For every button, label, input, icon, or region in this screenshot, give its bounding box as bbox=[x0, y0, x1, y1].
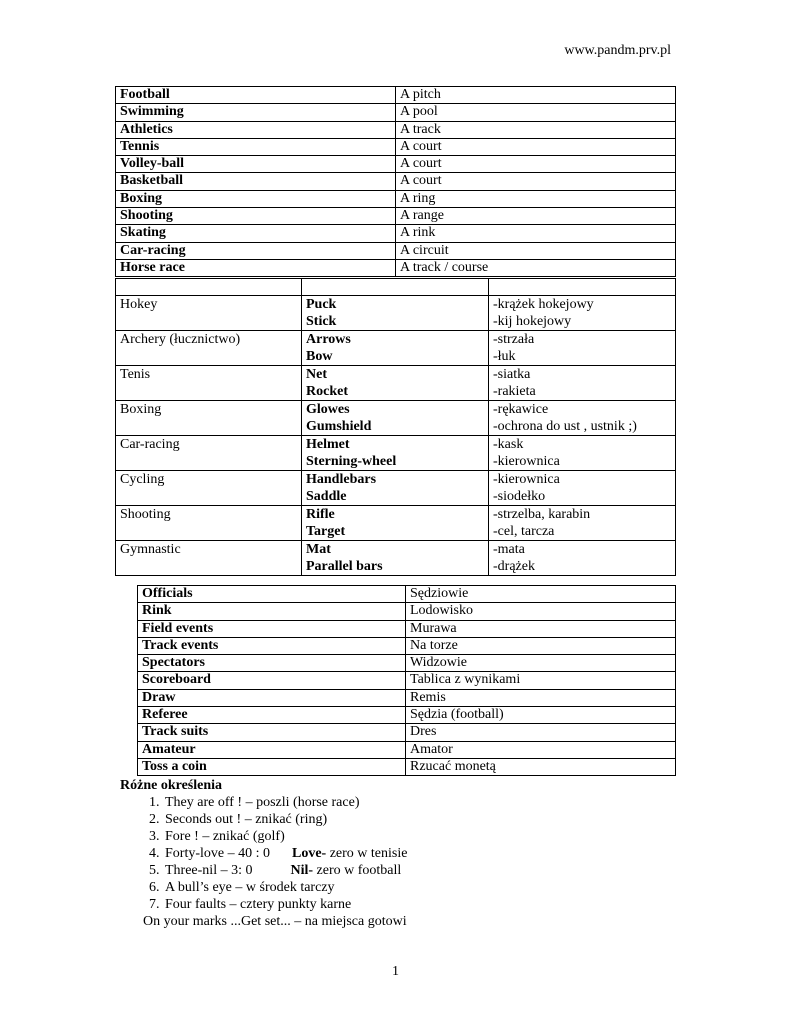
equipment-item: Saddle bbox=[306, 489, 347, 504]
term-cell: Amateur bbox=[138, 741, 406, 758]
translation-item: -strzelba, karabin bbox=[493, 507, 591, 522]
translation-item: -mata bbox=[493, 542, 525, 557]
venue-cell: A ring bbox=[396, 190, 676, 207]
term-cell: Draw bbox=[138, 689, 406, 706]
term-row bbox=[138, 689, 676, 706]
venue-row bbox=[116, 87, 676, 104]
translations-cell bbox=[489, 541, 676, 576]
venue-row bbox=[116, 190, 676, 207]
term-row bbox=[138, 603, 676, 620]
phrase-item: 4. Forty-love – 40 : 0 Love- zero w tenisie bbox=[163, 845, 680, 862]
equipment-item: Glowes bbox=[306, 402, 350, 417]
term-row bbox=[138, 655, 676, 672]
translations-cell bbox=[489, 296, 676, 331]
sport-cell: Football bbox=[116, 87, 396, 104]
venue-cell: A court bbox=[396, 138, 676, 155]
translation-item: -łuk bbox=[493, 349, 516, 364]
equipment-row bbox=[116, 401, 676, 436]
equipment-row bbox=[116, 506, 676, 541]
translations-cell bbox=[489, 401, 676, 436]
translation-item: -cel, tarcza bbox=[493, 524, 555, 539]
term-cell: Spectators bbox=[138, 655, 406, 672]
equipment-item: Net bbox=[306, 367, 327, 382]
venue-row bbox=[116, 259, 676, 276]
venue-row bbox=[116, 104, 676, 121]
term-translation-cell: Widzowie bbox=[406, 655, 676, 672]
translations-cell bbox=[489, 471, 676, 506]
venue-cell: A circuit bbox=[396, 242, 676, 259]
equipment-item: Rocket bbox=[306, 384, 348, 399]
equipment-item: Rifle bbox=[306, 507, 335, 522]
equipment-item: Target bbox=[306, 524, 346, 539]
sport-cell: Basketball bbox=[116, 173, 396, 190]
term-row bbox=[138, 707, 676, 724]
term-cell: Rink bbox=[138, 603, 406, 620]
venue-cell: A track bbox=[396, 121, 676, 138]
sport-cell: Boxing bbox=[116, 401, 302, 436]
equipment-items-cell bbox=[302, 401, 489, 436]
equipment-row bbox=[116, 331, 676, 366]
equipment-items-cell bbox=[302, 471, 489, 506]
term-row bbox=[138, 620, 676, 637]
sport-cell: Car-racing bbox=[116, 242, 396, 259]
phrase-item: 6. A bull’s eye – w środek tarczy bbox=[163, 879, 680, 896]
sport-cell: Volley-ball bbox=[116, 156, 396, 173]
equipment-row bbox=[116, 541, 676, 576]
term-cell: Referee bbox=[138, 707, 406, 724]
term-translation-cell: Sędzia (football) bbox=[406, 707, 676, 724]
term-row bbox=[138, 758, 676, 775]
phrase-item: 2. Seconds out ! – znikać (ring) bbox=[163, 811, 680, 828]
equipment-table bbox=[115, 278, 676, 576]
venue-cell: A court bbox=[396, 156, 676, 173]
venue-row bbox=[116, 208, 676, 225]
term-translation-cell: Dres bbox=[406, 724, 676, 741]
equipment-item: Gumshield bbox=[306, 419, 372, 434]
sport-cell: Shooting bbox=[116, 506, 302, 541]
equipment-item: Stick bbox=[306, 314, 337, 329]
sport-cell: Swimming bbox=[116, 104, 396, 121]
translations-cell bbox=[489, 506, 676, 541]
sport-cell: Athletics bbox=[116, 121, 396, 138]
equipment-item: Parallel bars bbox=[306, 559, 383, 574]
translation-item: -kij hokejowy bbox=[493, 314, 572, 329]
term-row bbox=[138, 586, 676, 603]
venue-cell: A pool bbox=[396, 104, 676, 121]
phrase-item: 5. Three-nil – 3: 0 Nil- zero w football bbox=[163, 862, 680, 879]
translations-cell bbox=[489, 331, 676, 366]
term-translation-cell: Sędziowie bbox=[406, 586, 676, 603]
empty-row bbox=[116, 279, 676, 296]
sport-cell: Skating bbox=[116, 225, 396, 242]
translation-item: -rękawice bbox=[493, 402, 549, 417]
term-translation-cell: Remis bbox=[406, 689, 676, 706]
equipment-row bbox=[116, 436, 676, 471]
equipment-item: Sterning-wheel bbox=[306, 454, 397, 469]
venues-table bbox=[115, 86, 676, 277]
translations-cell bbox=[489, 436, 676, 471]
sport-cell: Shooting bbox=[116, 208, 396, 225]
equipment-items-cell bbox=[302, 436, 489, 471]
translation-item: -drążek bbox=[493, 559, 535, 574]
phrase-item: 1. They are off ! – poszli (horse race) bbox=[163, 794, 680, 811]
translation-item: -strzała bbox=[493, 332, 535, 347]
equipment-items-cell bbox=[302, 541, 489, 576]
term-row bbox=[138, 637, 676, 654]
term-row bbox=[138, 672, 676, 689]
term-cell: Toss a coin bbox=[138, 758, 406, 775]
translation-item: -kierownica bbox=[493, 472, 560, 487]
term-translation-cell: Rzucać monetą bbox=[406, 758, 676, 775]
translation-item: -krążek hokejowy bbox=[493, 297, 594, 312]
venue-cell: A pitch bbox=[396, 87, 676, 104]
term-translation-cell: Na torze bbox=[406, 637, 676, 654]
equipment-item: Arrows bbox=[306, 332, 351, 347]
phrase-item: 7. Four faults – cztery punkty karne bbox=[163, 896, 680, 913]
equipment-row bbox=[116, 471, 676, 506]
equipment-items-cell bbox=[302, 506, 489, 541]
term-row bbox=[138, 741, 676, 758]
venue-row bbox=[116, 173, 676, 190]
equipment-row bbox=[116, 366, 676, 401]
equipment-row bbox=[116, 296, 676, 331]
sport-cell: Car-racing bbox=[116, 436, 302, 471]
sport-cell: Boxing bbox=[116, 190, 396, 207]
term-cell: Track events bbox=[138, 637, 406, 654]
venue-cell: A rink bbox=[396, 225, 676, 242]
translation-item: -rakieta bbox=[493, 384, 536, 399]
term-translation-cell: Tablica z wynikami bbox=[406, 672, 676, 689]
term-cell: Scoreboard bbox=[138, 672, 406, 689]
venue-row bbox=[116, 121, 676, 138]
venue-row bbox=[116, 225, 676, 242]
phrases-title: Różne określenia bbox=[120, 778, 223, 793]
sport-cell: Tennis bbox=[116, 138, 396, 155]
terms-table bbox=[137, 585, 676, 776]
phrases-section bbox=[120, 777, 680, 930]
venue-cell: A range bbox=[396, 208, 676, 225]
equipment-item: Helmet bbox=[306, 437, 350, 452]
term-translation-cell: Lodowisko bbox=[406, 603, 676, 620]
sport-cell: Cycling bbox=[116, 471, 302, 506]
translation-item: -siatka bbox=[493, 367, 531, 382]
page-number: 1 bbox=[392, 964, 399, 979]
sport-cell: Hokey bbox=[116, 296, 302, 331]
equipment-items-cell bbox=[302, 331, 489, 366]
equipment-item: Bow bbox=[306, 349, 333, 364]
sport-cell: Horse race bbox=[116, 259, 396, 276]
translations-cell bbox=[489, 366, 676, 401]
venue-cell: A court bbox=[396, 173, 676, 190]
closing-phrase: On your marks ...Get set... – na miejsca gotowi bbox=[143, 914, 407, 929]
term-translation-cell: Murawa bbox=[406, 620, 676, 637]
equipment-item: Handlebars bbox=[306, 472, 377, 487]
sport-cell: Tenis bbox=[116, 366, 302, 401]
term-cell: Track suits bbox=[138, 724, 406, 741]
venue-cell: A track / course bbox=[396, 259, 676, 276]
venue-row bbox=[116, 242, 676, 259]
venue-row bbox=[116, 138, 676, 155]
term-translation-cell: Amator bbox=[406, 741, 676, 758]
translation-item: -kask bbox=[493, 437, 524, 452]
venue-row bbox=[116, 156, 676, 173]
translation-item: -siodełko bbox=[493, 489, 546, 504]
translation-item: -kierownica bbox=[493, 454, 560, 469]
equipment-item: Mat bbox=[306, 542, 331, 557]
phrase-item: 3. Fore ! – znikać (golf) bbox=[163, 828, 680, 845]
equipment-items-cell bbox=[302, 366, 489, 401]
equipment-items-cell bbox=[302, 296, 489, 331]
term-cell: Field events bbox=[138, 620, 406, 637]
header-url: www.pandm.prv.pl bbox=[564, 43, 671, 58]
translation-item: -ochrona do ust , ustnik ;) bbox=[493, 419, 637, 434]
term-cell: Officials bbox=[138, 586, 406, 603]
sport-cell: Gymnastic bbox=[116, 541, 302, 576]
equipment-item: Puck bbox=[306, 297, 337, 312]
phrases-list bbox=[120, 794, 680, 913]
term-row bbox=[138, 724, 676, 741]
sport-cell: Archery (łucznictwo) bbox=[116, 331, 302, 366]
